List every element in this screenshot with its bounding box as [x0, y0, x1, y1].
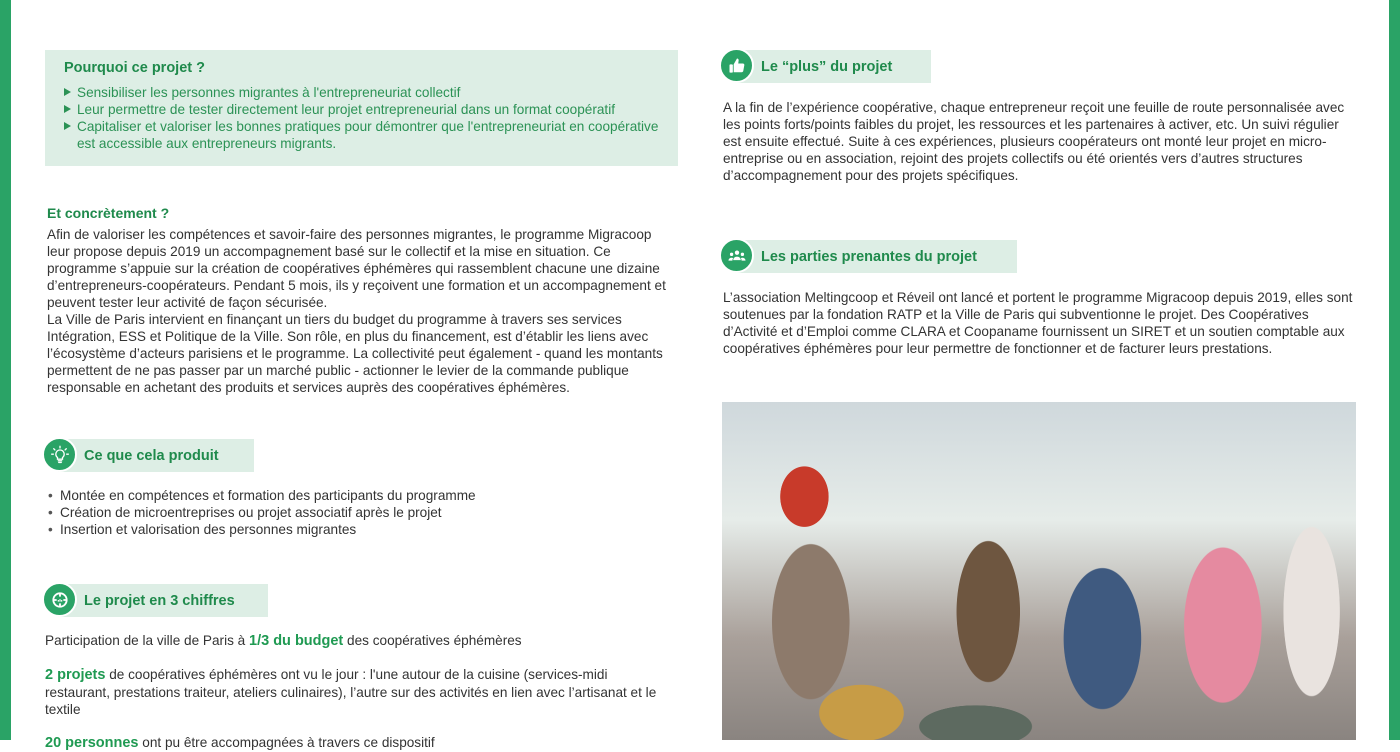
stakeholders-section — [719, 238, 1359, 357]
figure-text: Participation de la ville de Paris à — [45, 633, 250, 648]
list-item: • Montée en compétences et formation des participants du programme — [45, 487, 682, 504]
stakeholders-title: Les parties prenantes du projet — [735, 240, 1017, 273]
list-item: • Création de microentreprises ou projet associatif après le projet — [45, 504, 682, 521]
page-border-right — [1389, 0, 1400, 740]
figure-highlight: 2 projets — [45, 667, 106, 683]
figure-text: de coopératives éphémères ont vu le jour : l'une autour de la cuisine (services-midi restaurant, prestations traiteur, ateliers culinaires), l’autre sur des activités en lien avec l’artisanat et le textile — [45, 667, 657, 717]
produces-title: Ce que cela produit — [58, 439, 254, 472]
figure-item-2 — [45, 666, 675, 718]
stakeholders-text: L’association Meltingcoop et Réveil ont lancé et portent le programme Migracoop depuis 2019, elles sont soutenues par la fondation RATP et la Ville de Paris qui subventionne le projet. Des Coopératives d’Activité et d’Emploi comme CLARA et Coopaname fournissent un SIRET et un soutien comptable aux coopératives éphémères pour leur permettre de fonctionner et de facturer leurs prestations. — [723, 290, 1353, 356]
figure-item-1 — [45, 632, 682, 650]
plus-title: Le “plus” du projet — [735, 50, 931, 83]
concretely-paragraph-1: Afin de valoriser les compétences et savoir-faire des personnes migrantes, le programme Migracoop leur propose depuis 2019 un accompagnement basé sur le collectif et la mise en situation. Ce programme s’appuie sur la création de coopératives éphémères qui rassemblent chacune une dizaine d’entrepreneurs-coopérateurs. Pendant 5 mois, ils y reçoivent une formation et un accompagnement et peuvent tester leur activité de façon sécurisée. — [47, 227, 666, 310]
figures-header — [42, 582, 682, 618]
chart-pie-icon — [42, 582, 77, 617]
why-project-title: Pourquoi ce projet ? — [64, 60, 205, 76]
stakeholders-header — [719, 238, 1359, 274]
figures-section — [42, 582, 682, 752]
plus-section — [719, 48, 1359, 184]
plus-header — [719, 48, 1359, 84]
concretely-section — [47, 205, 677, 396]
why-project-box — [45, 50, 678, 166]
figure-text: ont pu être accompagnées à travers ce dispositif — [138, 735, 435, 750]
produces-header — [42, 437, 682, 473]
list-item: Leur permettre de tester directement leur projet entrepreneurial dans un format coopératif — [63, 101, 660, 118]
list-item: Capitaliser et valoriser les bonnes pratiques pour démontrer que l'entrepreneuriat en coopérative est accessible aux entrepreneurs migrants. — [63, 118, 660, 152]
thumbs-up-icon — [719, 48, 754, 83]
figures-title: Le projet en 3 chiffres — [58, 584, 268, 617]
lightbulb-icon — [42, 437, 77, 472]
produces-list — [45, 487, 682, 538]
why-project-list — [63, 84, 660, 152]
concretely-paragraph-2: La Ville de Paris intervient en finançant un tiers du budget du programme à travers ses services Intégration, ESS et Politique de la Ville. Son rôle, en plus du financement, est d’établir les liens avec l’écosystème d’acteurs parisiens et le programme. La collectivité peut également - quand les montants permettent de ne pas passer par un marché public - actionner le levier de la commande publique responsable en achetant des produits et services auprès des coopératives éphémères. — [47, 312, 663, 395]
concretely-title: Et concrètement ? — [47, 205, 170, 221]
figure-highlight: 20 personnes — [45, 735, 139, 751]
group-photo — [722, 402, 1356, 740]
produces-section — [42, 437, 682, 538]
people-group-icon — [719, 238, 754, 273]
figure-item-3 — [45, 734, 682, 752]
figure-text: des coopératives éphémères — [343, 633, 522, 648]
list-item: Sensibiliser les personnes migrantes à l'entrepreneuriat collectif — [63, 84, 660, 101]
figure-highlight: 1/3 du budget — [249, 633, 344, 649]
plus-text: A la fin de l’expérience coopérative, chaque entrepreneur reçoit une feuille de route personnalisée avec les points forts/points faibles du projet, les ressources et les partenaires à activer, etc. Un suivi régulier est ensuite effectué. Suite à ces expériences, plusieurs coopérateurs ont monté leur projet en micro-entreprise ou en association, rejoint des projets collectifs ou été orientés vers d’autres structures d’accompagnement pour des projets spécifiques. — [723, 100, 1345, 183]
page-border-left — [0, 0, 11, 740]
list-item: • Insertion et valorisation des personnes migrantes — [45, 521, 682, 538]
